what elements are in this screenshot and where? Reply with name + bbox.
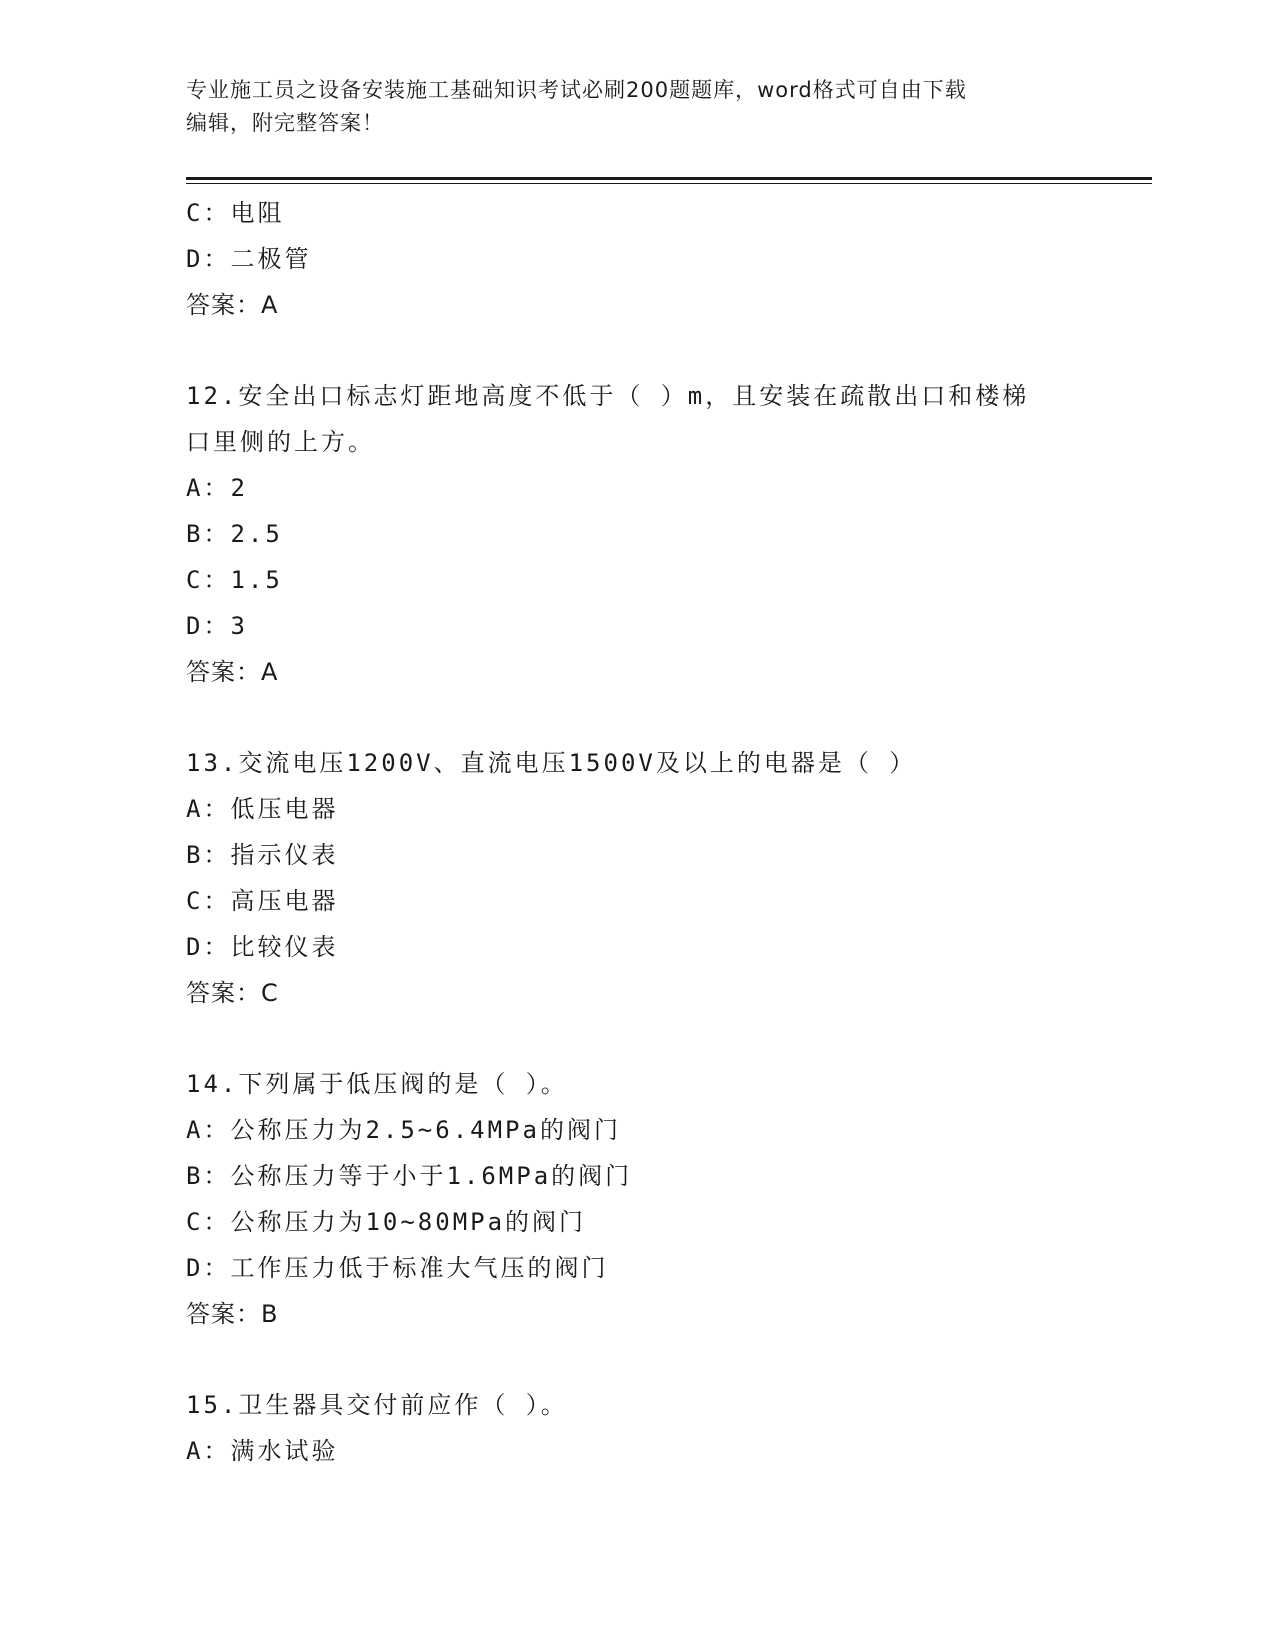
header-divider-thick [186, 177, 1152, 180]
question-14 [186, 1061, 1086, 1337]
option-d: D：3 [186, 612, 248, 640]
option-c: C：电阻 [186, 199, 285, 227]
question-15 [186, 1382, 1086, 1474]
question-12 [186, 373, 1086, 695]
option-b: B：公称压力等于小于1.6MPa的阀门 [186, 1162, 633, 1190]
option-a: A：低压电器 [186, 795, 339, 823]
document-header [186, 74, 1086, 140]
option-d: D：工作压力低于标准大气压的阀门 [186, 1254, 609, 1282]
option-d: D：二极管 [186, 245, 312, 273]
answer: 答案：C [186, 979, 279, 1007]
option-c: C：1.5 [186, 566, 283, 594]
question-stem: 15.卫生器具交付前应作（ ）。 [186, 1391, 568, 1419]
answer: 答案：A [186, 291, 279, 319]
header-line-1: 专业施工员之设备安装施工基础知识考试必刷200题题库，word格式可自由下载 [186, 78, 967, 102]
option-a: A：满水试验 [186, 1437, 339, 1465]
option-a: A：2 [186, 474, 248, 502]
question-13 [186, 740, 1086, 1016]
question-stem: 13.交流电压1200V、直流电压1500V及以上的电器是（ ） [186, 749, 917, 777]
option-b: B：2.5 [186, 520, 283, 548]
option-c: C：公称压力为10~80MPa的阀门 [186, 1208, 587, 1236]
question-stem: 12.安全出口标志灯距地高度不低于（ ）m，且安装在疏散出口和楼梯 [186, 382, 1030, 410]
option-b: B：指示仪表 [186, 841, 339, 869]
option-d: D：比较仪表 [186, 933, 339, 961]
question-list [186, 190, 1086, 1474]
option-c: C：高压电器 [186, 887, 339, 915]
answer: 答案：A [186, 658, 279, 686]
question-stem-continued: 口里侧的上方。 [186, 428, 375, 456]
option-a: A：公称压力为2.5~6.4MPa的阀门 [186, 1116, 621, 1144]
header-divider-thin [186, 183, 1152, 184]
header-line-2: 编辑，附完整答案！ [186, 111, 384, 135]
question-11-tail [186, 190, 1086, 328]
question-stem: 14.下列属于低压阀的是（ ）。 [186, 1070, 568, 1098]
answer: 答案：B [186, 1300, 279, 1328]
